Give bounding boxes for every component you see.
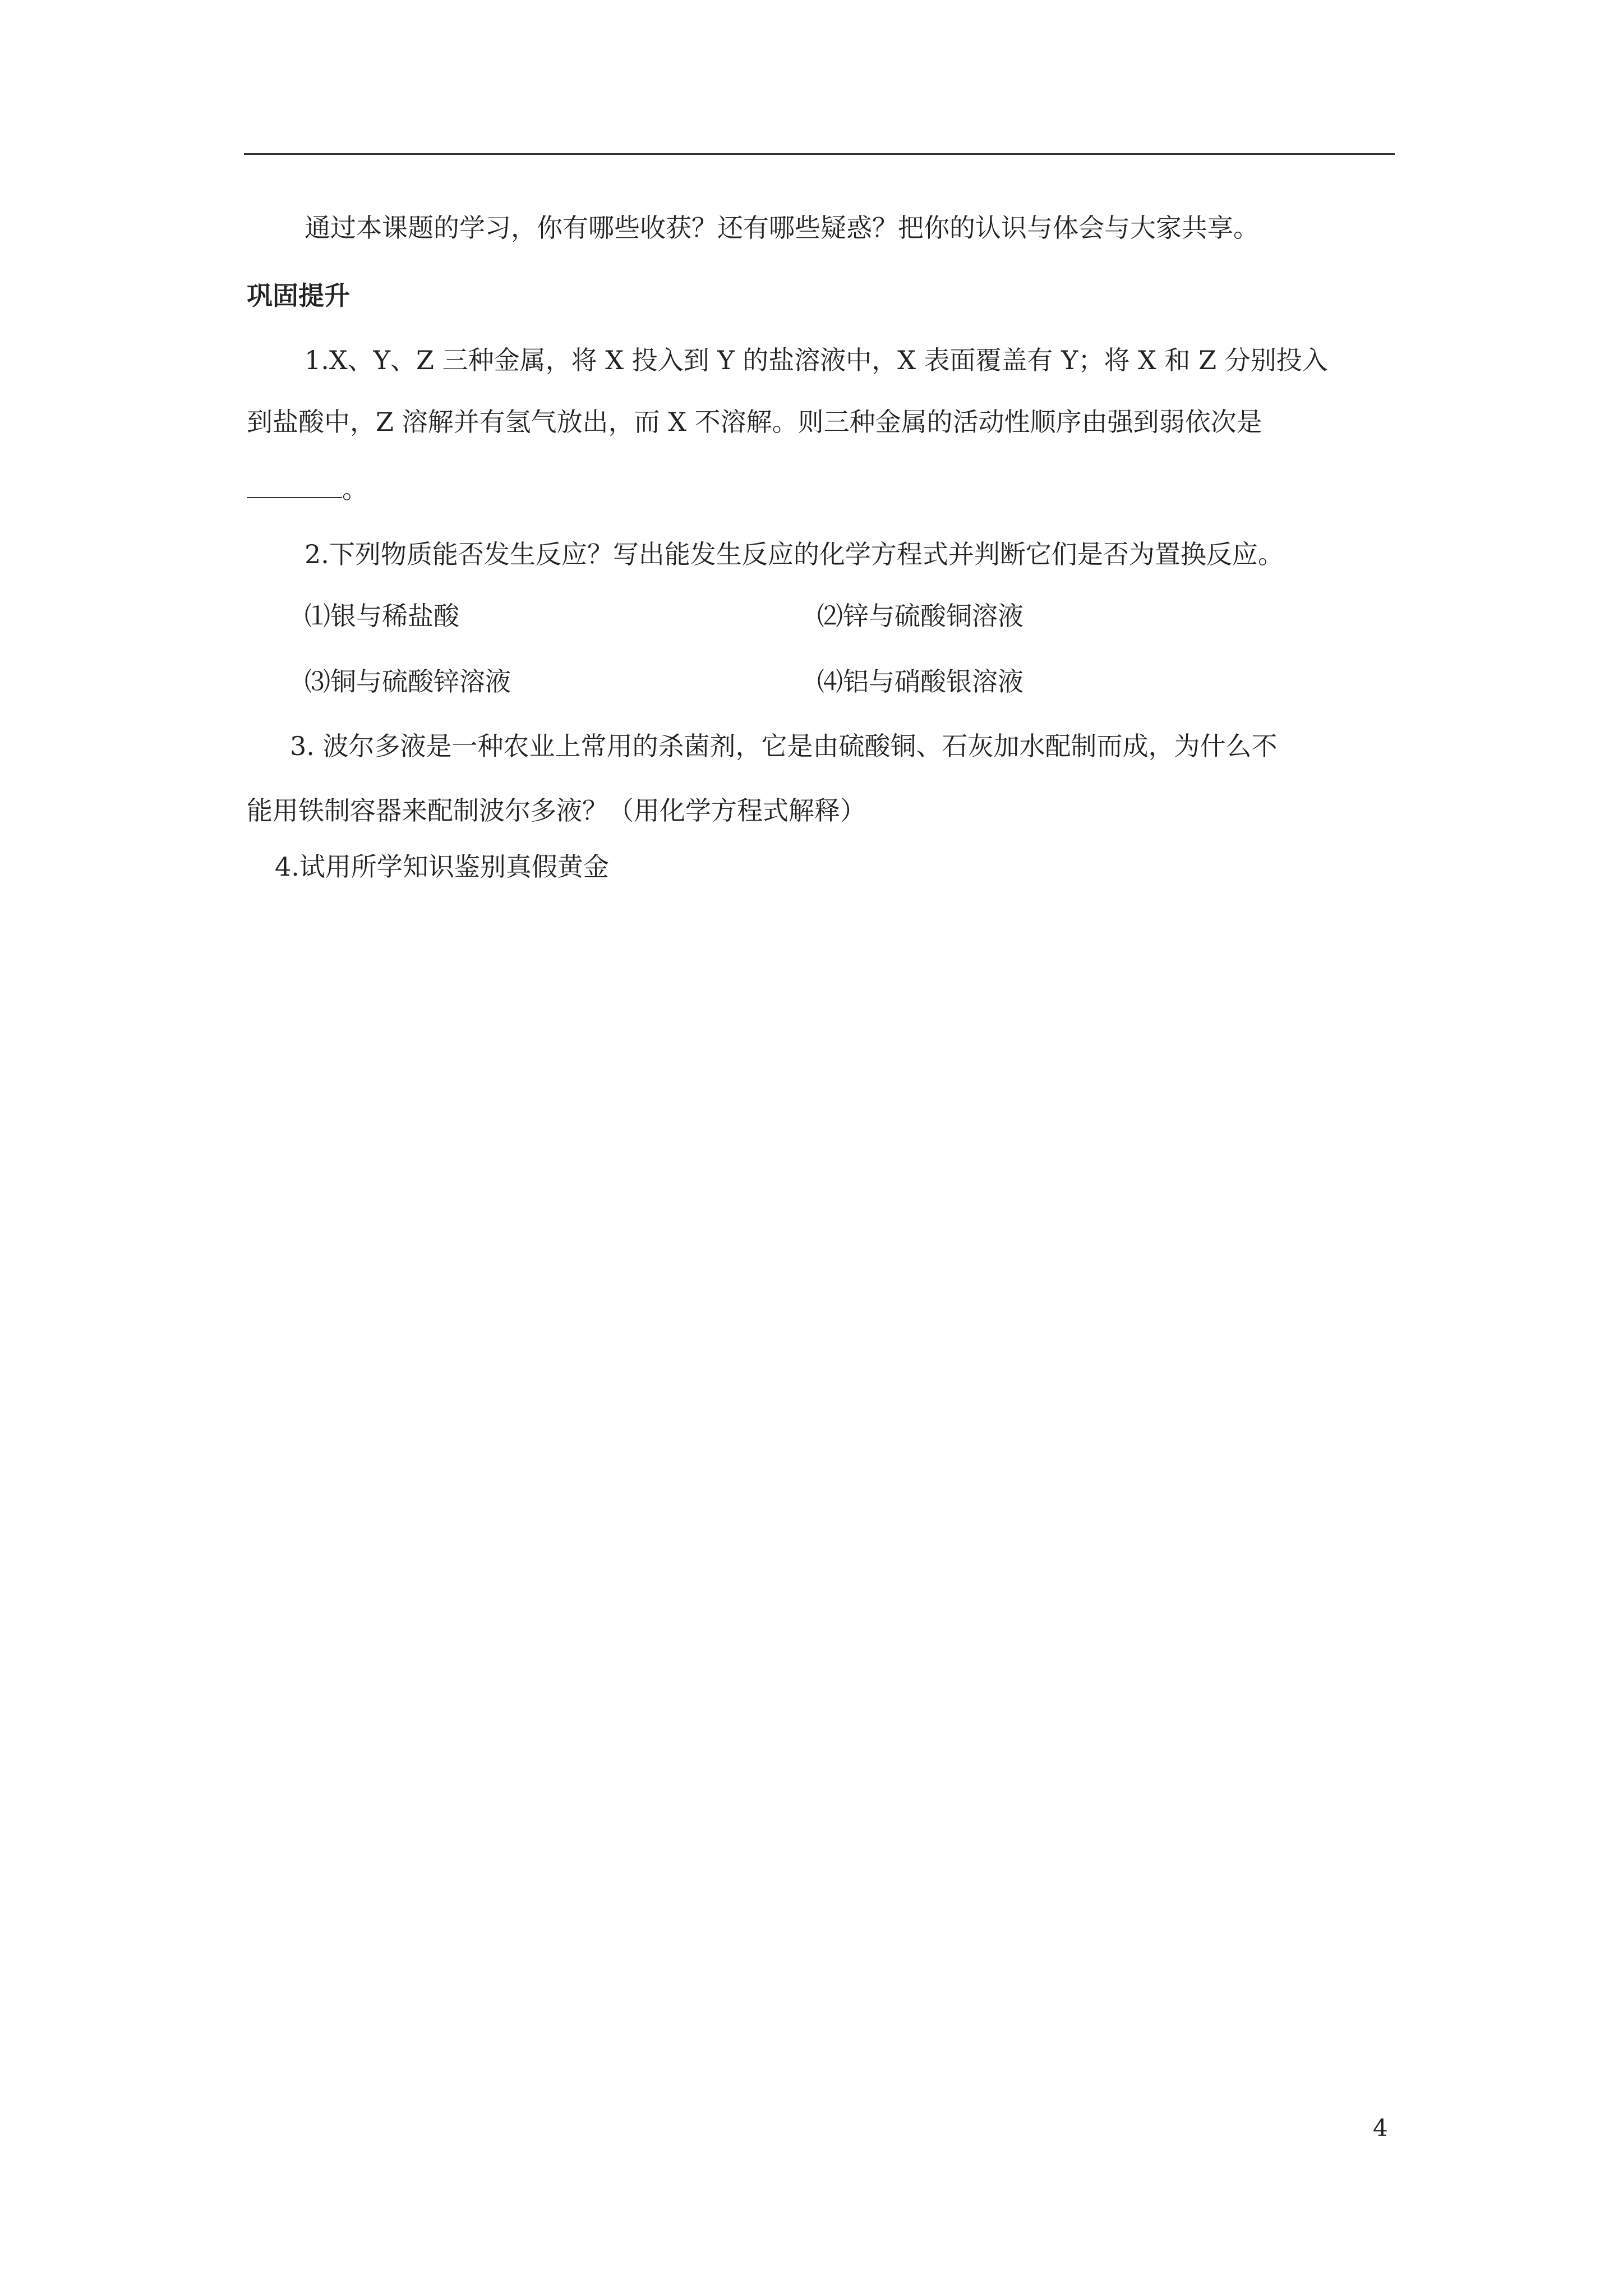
question-1-line-1: 1.X、Y、Z 三种金属，将 X 投入到 Y 的盐溶液中，X 表面覆盖有 Y；将 X 和 Z 分别投入 [305,345,1328,375]
question-4: 4.试用所学知识鉴别真假黄金 [275,852,609,882]
question-1-line-2: 到盐酸中，Z 溶解并有氢气放出，而 X 不溶解。则三种金属的活动性顺序由强到弱依次是 [247,407,1262,437]
header-rule [244,153,1395,155]
page-number: 4 [1373,2114,1388,2142]
answer-blank [247,478,342,498]
question-2-option-4: ⑷铝与硝酸银溶液 [817,666,1023,697]
question-1-line-3-suffix: 。 [342,474,368,504]
question-2-option-3: ⑶铜与硫酸锌溶液 [305,666,511,697]
question-1-line-3 [247,472,368,506]
question-2-stem: 2.下列物质能否发生反应？写出能发生反应的化学方程式并判断它们是否为置换反应。 [305,539,1284,569]
question-2-option-1: ⑴银与稀盐酸 [305,601,459,631]
question-2-option-2: ⑵锌与硫酸铜溶液 [817,601,1023,631]
question-3-line-1: 3. 波尔多液是一种农业上常用的杀菌剂，它是由硫酸铜、石灰加水配制而成，为什么不 [290,731,1278,761]
question-3-line-2: 能用铁制容器来配制波尔多液？（用化学方程式解释） [247,795,866,826]
intro-text: 通过本课题的学习，你有哪些收获？还有哪些疑惑？把你的认识与体会与大家共享。 [305,213,1259,243]
section-heading: 巩固提升 [247,280,350,311]
